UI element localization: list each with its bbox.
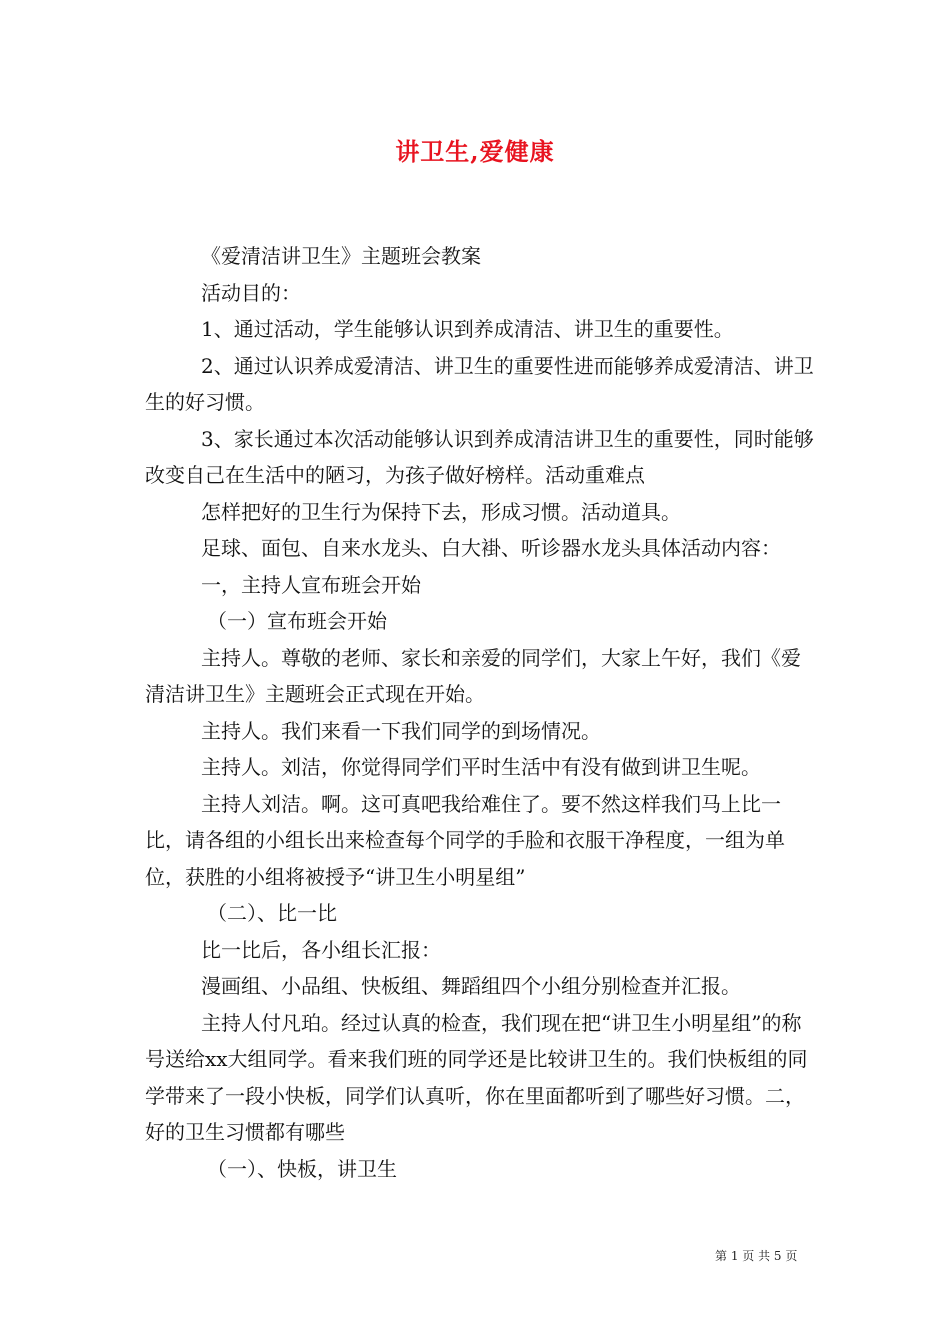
paragraph-host-attendance: 主持人。我们来看一下我们同学的到场情况。 (201, 718, 601, 743)
paragraph-report: 比一比后，各小组长汇报： (201, 937, 441, 962)
paragraph-host-fufanpo: 主持人付凡珀。经过认真的检查，我们现在把“讲卫生小明星组”的称号送给xx大组同学。看来我们班的同学还是比较讲卫生的。我们快板组的同学带来了一段小快板，同学们认真听，你在里面都听到了哪些好习惯。二，好的卫生习惯都有哪些 (145, 1010, 808, 1144)
paragraph-goal-1: 1、通过活动，学生能够认识到养成清洁、讲卫生的重要性。 (201, 317, 734, 341)
paragraph-subsection-1-1: （一）宣布班会开始 (207, 609, 387, 633)
document-title: 讲卫生,爱健康 (395, 137, 555, 166)
paragraph-goal-2: 2、通过认识养成爱清洁、讲卫生的重要性进而能够养成爱清洁、讲卫生的好习惯。 (145, 353, 814, 414)
paragraph-props: 足球、面包、自来水龙头、白大褂、听诊器水龙头具体活动内容： (201, 536, 781, 560)
paragraph-host-question: 主持人。刘洁，你觉得同学们平时生活中有没有做到讲卫生呢。 (201, 755, 761, 779)
paragraph-subsection-2-1: （一）、快板，讲卫生 (207, 1156, 397, 1181)
paragraph-host-liujie: 主持人刘洁。啊。这可真吧我给难住了。要不然这样我们马上比一比，请各组的小组长出来检查每个同学的手脸和衣服干净程度，一组为单位，获胜的小组将被授予“讲卫生小明星组” (145, 791, 785, 889)
paragraph-lesson-plan-heading: 《爱清洁讲卫生》主题班会教案 (201, 244, 481, 268)
paragraph-subsection-1-2: （二）、比一比 (207, 901, 337, 925)
paragraph-goal-3: 3、家长通过本次活动能够认识到养成清洁讲卫生的重要性，同时能够改变自己在生活中的陋习，为孩子做好榜样。活动重难点 (145, 426, 814, 487)
paragraph-key-difficulty: 怎样把好的卫生行为保持下去，形成习惯。活动道具。 (201, 499, 681, 524)
paragraph-groups: 漫画组、小品组、快板组、舞蹈组四个小组分别检查并汇报。 (201, 974, 741, 998)
page-number-footer: 第 1 页 共 5 页 (715, 1249, 798, 1263)
document-body (145, 238, 815, 1187)
paragraph-host-opening: 主持人。尊敬的老师、家长和亲爱的同学们，大家上午好，我们《爱清洁讲卫生》主题班会正式现在开始。 (145, 645, 801, 706)
paragraph-activity-goals: 活动目的： (201, 280, 301, 305)
paragraph-section-1: 一，主持人宣布班会开始 (201, 572, 421, 597)
